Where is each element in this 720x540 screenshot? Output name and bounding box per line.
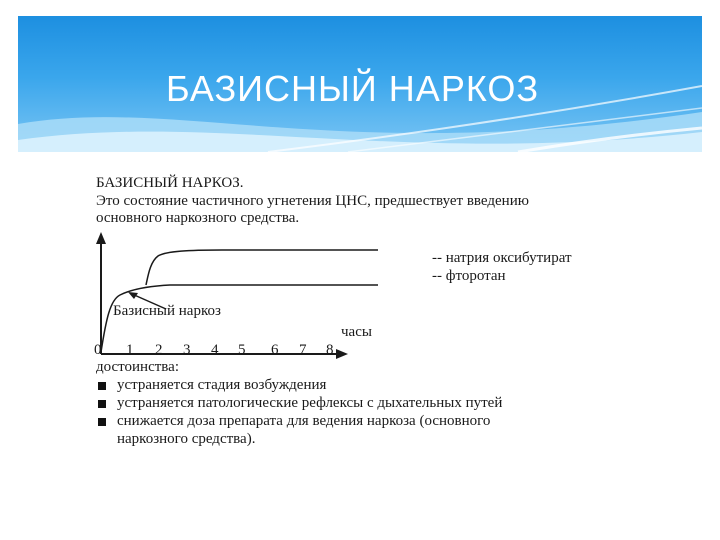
curve-sodium-oxybutyrate (146, 250, 378, 285)
curve-label: Базисный наркоз (113, 303, 221, 319)
advantages-label: достоинства: (96, 359, 179, 375)
legend-item-1: -- натрия оксибутират (432, 250, 572, 266)
document-heading: БАЗИСНЫЙ НАРКОЗ. (96, 175, 244, 191)
x-tick-label: 5 (238, 342, 246, 358)
y-axis-arrow (96, 232, 106, 244)
x-tick-label: 2 (155, 342, 163, 358)
x-tick-label: 7 (299, 342, 307, 358)
x-tick-label: 6 (271, 342, 279, 358)
definition-line-2: основного наркозного средства. (96, 210, 300, 226)
x-tick-label: 1 (126, 342, 134, 358)
x-tick-label: 8 (326, 342, 334, 358)
slide-title: БАЗИСНЫЙ НАРКОЗ (166, 68, 540, 109)
legend-item-2: -- фторотан (432, 268, 506, 284)
x-axis-arrow (336, 349, 348, 359)
definition-line-1: Это состояние частичного угнетения ЦНС, предшествует введению (96, 193, 529, 209)
bullet-item-1: устраняется стадия возбуждения (117, 377, 327, 393)
x-tick-label: 0 (94, 342, 102, 358)
x-tick-label: 4 (211, 342, 219, 358)
bullet-item-3: снижается доза препарата для ведения наркоза (основного (117, 413, 491, 429)
x-unit-label: часы (341, 324, 372, 340)
bullet-marker (98, 418, 106, 426)
bullet-marker (98, 382, 106, 390)
x-tick-label: 3 (183, 342, 191, 358)
bullet-marker (98, 400, 106, 408)
bullet-item-2: устраняется патологические рефлексы с дыхательных путей (117, 395, 503, 411)
bullet-item-3-continuation: наркозного средства). (117, 431, 256, 447)
